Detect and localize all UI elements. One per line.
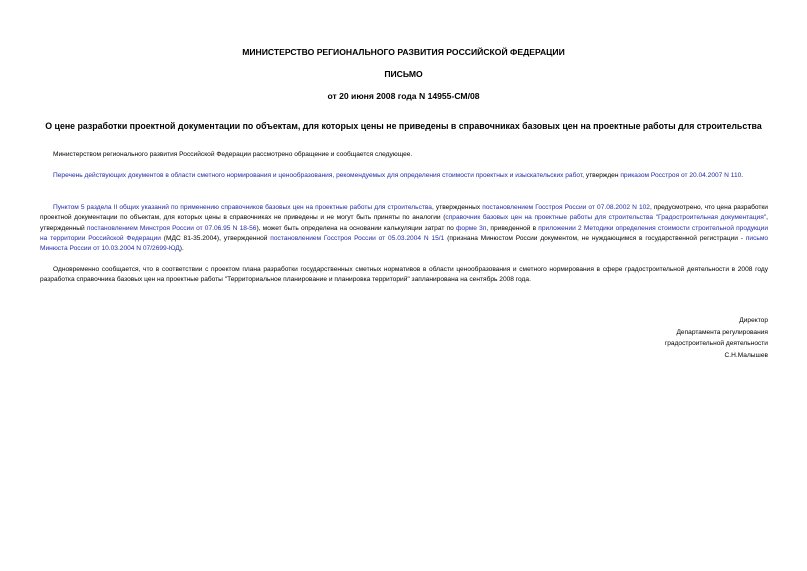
paragraph-list-reference [40,171,768,181]
link-minstroy-resolution[interactable]: постановлением Минстроя России от 07.06.95 N 18-56 [86,224,257,232]
paragraph-intro: Министерством регионального развития Российской Федерации рассмотрено обращение и сообщается следующее. [53,151,413,158]
signature-position: Директор [739,317,768,324]
text-fragment: , приведенной в [486,224,539,232]
text-fragment: (признана Минюстом России документом, не нуждающимся в государственной регистрации - [444,234,746,242]
link-gosstroy-resolution-102[interactable]: постановлением Госстроя России от 07.08.2002 N 102 [482,204,650,211]
text-fragment: , предусмотрено, что цена разработки проектной документации по объектам, для которых цены в справочниках не приведены и не могут быть приняты по аналогии ( [40,204,768,222]
link-appendix-2-methodology[interactable]: приложении 2 Методики определения стоимости строительной продукции на территории Российской Федерации [40,224,769,242]
text-fragment: ), может быть определена на основании калькуляции затрат по [256,224,456,232]
text-fragment: , утвержден [582,172,621,179]
link-form-3p[interactable]: форме 3п [456,224,487,232]
paragraph-pricing-rules [40,203,768,254]
text-fragment: . [741,172,744,179]
link-rosstroy-order[interactable]: приказом Росстроя от 20.04.2007 N 110 [620,172,742,179]
link-documents-list[interactable]: Перечень действующих документов в области сметного нормирования и ценообразования, рекомендуемых для определения стоимости проектных и изыскательских работ [53,172,583,179]
link-gosstroy-resolution-15-1[interactable]: постановлением Госстроя России от 05.03.2004 N 15/1 [270,234,445,242]
text-fragment: ). [179,245,184,253]
signature-block [665,315,768,361]
signature-name: С.Н.Малышев [724,351,768,359]
text-fragment: (МДС 81-35.2004), утвержденной [160,234,271,242]
signature-department: Департамента регулирования [676,328,768,336]
document-subject: О цене разработки проектной документации по объектам, для которых цены не приведены в справочниках базовых цен на проектные работы для строительства [45,121,762,131]
link-price-reference-book[interactable]: справочник базовых цен на проектные работы для строительства "Градостроительная документация" [445,214,767,222]
signature-department-scope: градостроительной деятельности [664,340,768,348]
link-minjust-letter[interactable]: письмо Минюста России от 10.03.2004 N 07/2699-ЮД [40,234,769,253]
text-fragment: , утвержденный [40,214,768,232]
ministry-title: МИНИСТЕРСТВО РЕГИОНАЛЬНОГО РАЗВИТИЯ РОССИЙСКОЙ ФЕДЕРАЦИИ [242,47,565,57]
paragraph-plan-notice: Одновременно сообщается, что в соответствии с проектом плана разработки государственных сметных нормативов в области ценообразования и сметного нормирования в сфере градостроительной деятельности в 2008 году разработка справочника базовых цен на проектные работы "Территориальное планирование и планировка территорий" запланирована на сентябрь 2008 года. [40,266,768,284]
document-type: ПИСЬМО [384,69,423,79]
document-date-number: от 20 июня 2008 года N 14955-СМ/08 [327,91,480,101]
link-point-5-section-2[interactable]: Пунктом 5 раздела II общих указаний по применению справочников базовых цен на проектные работы для строительства [53,204,432,211]
text-fragment: , утвержденных [431,204,483,211]
